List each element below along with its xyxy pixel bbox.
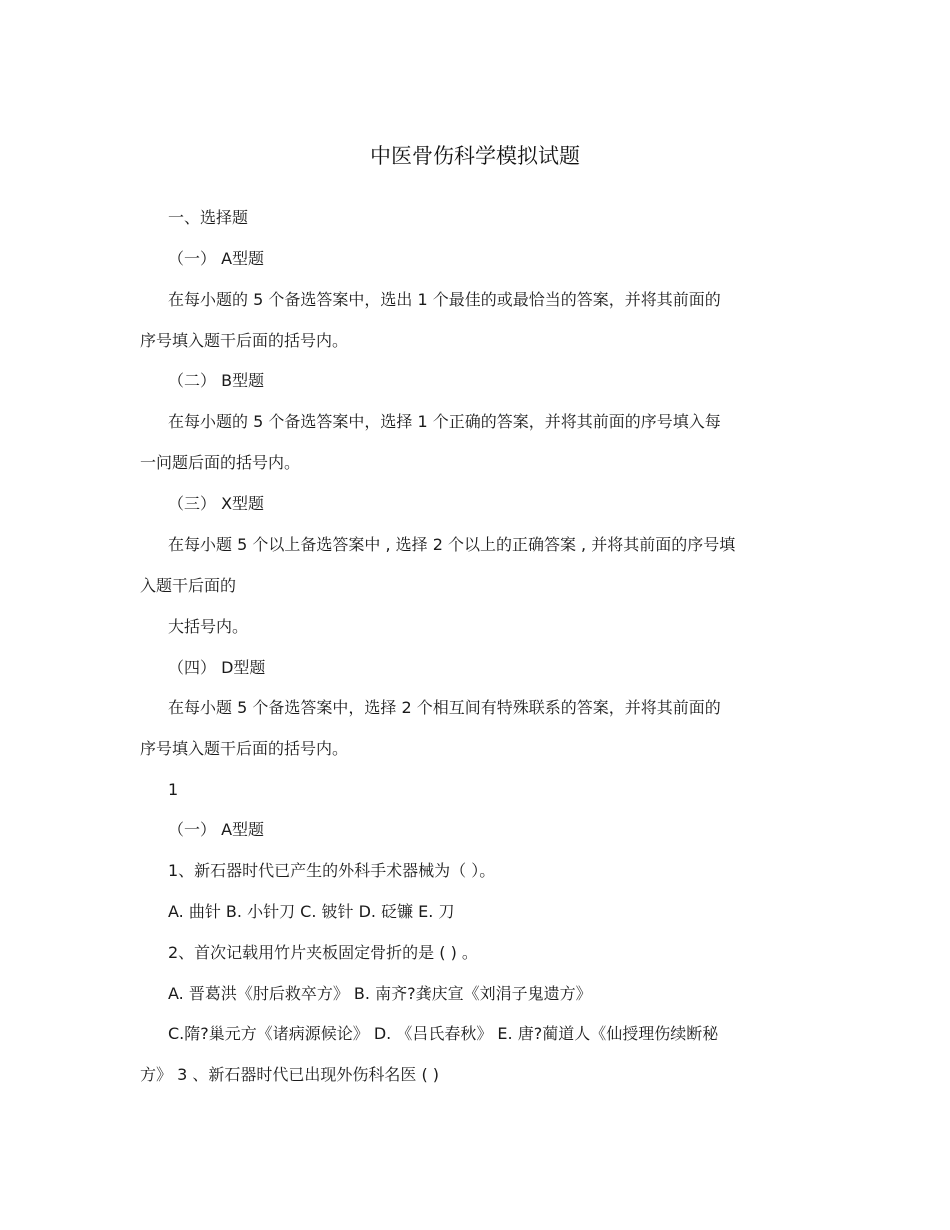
instruction-x-line-2: 入题干后面的 — [140, 576, 237, 595]
question-1-options: A. 曲针 B. 小针刀 C. 铍针 D. 砭镰 E. 刀 — [168, 902, 455, 921]
instruction-d-line-2: 序号填入题干后面的括号内。 — [140, 739, 349, 758]
instruction-b-line-1: 在每小题的 5 个备选答案中，选择 1 个正确的答案，并将其前面的序号填入每 — [168, 412, 721, 431]
instruction-d-line-1: 在每小题 5 个备选答案中，选择 2 个相互间有特殊联系的答案，并将其前面的 — [168, 698, 721, 717]
instruction-a-line-2: 序号填入题干后面的括号内。 — [140, 331, 349, 350]
subsection-heading-d: （四） D型题 — [168, 658, 266, 677]
question-2: 2、首次记载用竹片夹板固定骨折的是 ( ) 。 — [168, 943, 478, 962]
subsection-heading-b: （二） B型题 — [168, 371, 265, 390]
section-heading: 一、选择题 — [168, 208, 249, 227]
subsection-heading-a: （一） A型题 — [168, 249, 265, 268]
question-1: 1、新石器时代已产生的外科手术器械为（ ）。 — [168, 861, 496, 880]
question-2-options-line-1: A. 晋葛洪《肘后救卒方》 B. 南齐?龚庆宣《刘涓子鬼遗方》 — [168, 984, 592, 1003]
question-2-options-line-3-and-question-3: 方》 3 、新石器时代已出现外伤科名医 ( ) — [140, 1065, 440, 1084]
question-2-options-line-2: C.隋?巢元方《诸病源候论》 D. 《吕氏春秋》 E. 唐?蔺道人《仙授理伤续断秘 — [168, 1024, 719, 1043]
instruction-a-line-1: 在每小题的 5 个备选答案中，选出 1 个最佳的或最恰当的答案，并将其前面的 — [168, 290, 721, 309]
instruction-b-line-2: 一问题后面的括号内。 — [140, 453, 301, 472]
page-title: 中医骨伤科学模拟试题 — [370, 144, 580, 168]
part-number: 1 — [168, 780, 179, 799]
subsection-heading-a-questions: （一） A型题 — [168, 820, 265, 839]
instruction-x-line-3: 大括号内。 — [168, 617, 249, 636]
subsection-heading-x: （三） X型题 — [168, 494, 265, 513]
instruction-x-line-1: 在每小题 5 个以上备选答案中 , 选择 2 个以上的正确答案 , 并将其前面的序号填 — [168, 535, 736, 554]
